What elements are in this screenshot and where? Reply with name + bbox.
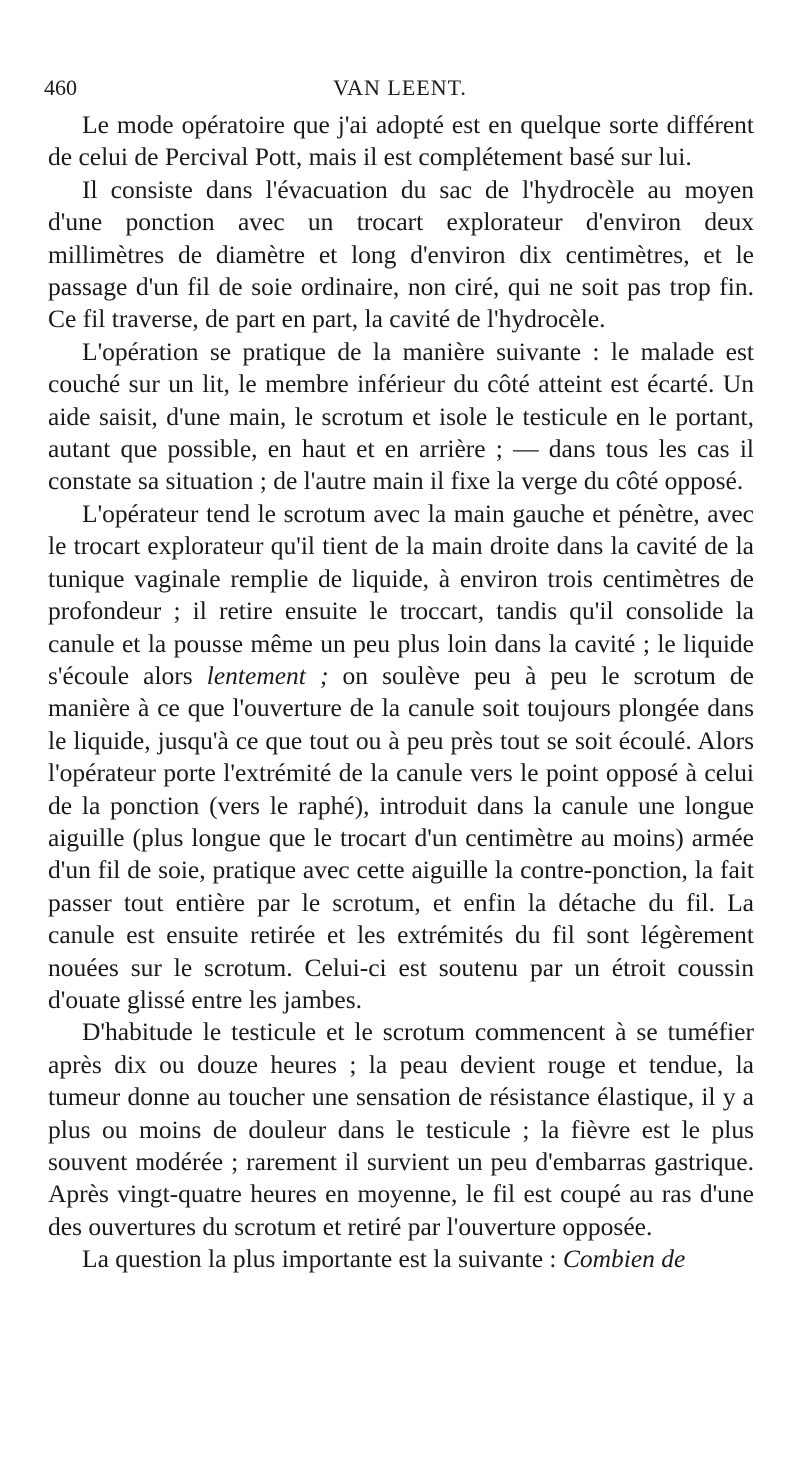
paragraph-4-start: L'opérateur tend le scrotum avec la main gauche et pénètre, avec le trocart explorateur qu'il tient de la main droite dans la cavité de la tunique vaginale remplie de liquide, à environ trois centimètres de profondeur ; il retire ensuite le troccart, tandis qu'il consolide la canule et la pousse même un peu plus loin dans la cavité ; le liquide s'écoule alors [48,498,754,690]
paragraph-4 [48,498,754,1017]
running-head: VAN LEENT. [333,75,467,100]
paragraph-6-start: La question la plus importante est la suivante : [82,1244,563,1274]
paragraph-4-end: on soulève peu à peu le scrotum de manière à ce que l'ouverture de la canule soit toujours plongée dans le liquide, jusqu'à ce que tout ou à peu près tout se soit écoulé. Alors l'opérateur porte l'extrémité de la canule vers le point opposé à celui de la ponction (vers le raphé), introduit dans la canule une longue aiguille (plus longue que le trocart d'un centimètre au moins) armée d'un fil de soie, pratique avec cette aiguille la contre-ponction, la fait passer tout entière par le scrotum, et enfin la détache du fil. La canule est ensuite retirée et les extrémités du fil sont légèrement nouées sur le scrotum. Celui-ci est soutenu par un étroit coussin d'ouate glissé entre les jambes. [48,660,754,1014]
body-text [48,109,754,1276]
emphasis-lentement: lentement ; [206,660,329,690]
paragraph-6 [48,1243,754,1275]
page-header [44,74,756,102]
emphasis-combien-de: Combien de [562,1244,686,1274]
paragraph-3: L'opération se pratique de la manière suivante : le malade est couché sur un lit, le membre inférieur du côté atteint est écarté. Un aide saisit, d'une main, le scrotum et isole le testicule en le portant, autant que possible, en haut et en arrière ; — dans tous les cas il constate sa situation ; de l'autre main il fixe la verge du côté opposé. [48,336,754,496]
paragraph-1: Le mode opératoire que j'ai adopté est en quelque sorte différent de celui de Percival Pott, mais il est complétement basé sur lui. [48,110,754,172]
paragraph-2: Il consiste dans l'évacuation du sac de l'hydrocèle au moyen d'une ponction avec un trocart explorateur d'environ deux millimètres de diamètre et long d'environ dix centimètres, et le passage d'un fil de soie ordinaire, non ciré, qui ne soit pas trop fin. Ce fil traverse, de part en part, la cavité de l'hydrocèle. [48,174,754,334]
paragraph-5: D'habitude le testicule et le scrotum commencent à se tuméfier après dix ou douze heures ; la peau devient rouge et tendue, la tumeur donne au toucher une sensation de résistance élastique, il y a plus ou moins de douleur dans le testicule ; la fièvre est le plus souvent modérée ; rarement il survient un peu d'embarras gastrique. Après vingt-quatre heures en moyenne, le fil est coupé au ras d'une des ouvertures du scrotum et retiré par l'ouverture opposée. [48,1017,754,1241]
page-number: 460 [44,75,77,100]
